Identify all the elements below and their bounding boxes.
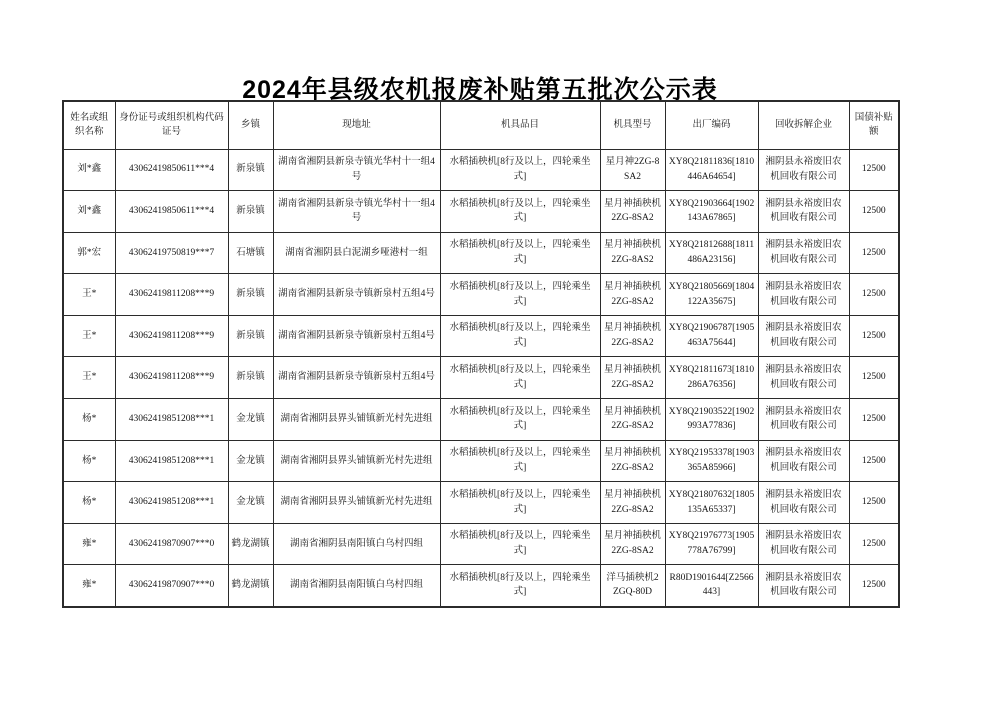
cell-recycler: 湘阴县永裕废旧农机回收有限公司 (758, 357, 849, 399)
cell-subsidy: 12500 (849, 315, 899, 357)
cell-factory_code: XY8Q21976773[1905778A76799] (665, 523, 758, 565)
table-row (63, 232, 899, 274)
cell-model: 星月神插秧机2ZG-8SA2 (600, 399, 665, 441)
column-header-name: 姓名或组织名称 (63, 101, 115, 149)
cell-address: 湖南省湘阴县新泉寺镇新泉村五组4号 (273, 315, 440, 357)
cell-subsidy: 12500 (849, 565, 899, 607)
table-row (63, 315, 899, 357)
cell-id: 43062419850611***4 (115, 149, 228, 191)
cell-id: 43062419811208***9 (115, 274, 228, 316)
cell-id: 43062419811208***9 (115, 315, 228, 357)
cell-recycler: 湘阴县永裕废旧农机回收有限公司 (758, 191, 849, 233)
cell-subsidy: 12500 (849, 191, 899, 233)
cell-name: 雍* (63, 523, 115, 565)
cell-model: 星月神插秧机2ZG-8SA2 (600, 523, 665, 565)
cell-id: 43062419851208***1 (115, 440, 228, 482)
cell-subsidy: 12500 (849, 482, 899, 524)
cell-model: 星月神插秧机2ZG-8SA2 (600, 274, 665, 316)
cell-subsidy: 12500 (849, 274, 899, 316)
cell-name: 王* (63, 315, 115, 357)
cell-subsidy: 12500 (849, 149, 899, 191)
cell-model: 星月神插秧机2ZG-8SA2 (600, 357, 665, 399)
cell-name: 王* (63, 274, 115, 316)
cell-factory_code: XY8Q21903522[1902993A77836] (665, 399, 758, 441)
cell-factory_code: XY8Q21906787[1905463A75644] (665, 315, 758, 357)
cell-township: 鹤龙湖镇 (228, 565, 273, 607)
cell-name: 王* (63, 357, 115, 399)
cell-subsidy: 12500 (849, 523, 899, 565)
cell-recycler: 湘阴县永裕废旧农机回收有限公司 (758, 565, 849, 607)
cell-model: 星月神2ZG-8SA2 (600, 149, 665, 191)
cell-category: 水稻插秧机[8行及以上，四轮乘坐式] (440, 399, 600, 441)
cell-subsidy: 12500 (849, 440, 899, 482)
cell-township: 石塘镇 (228, 232, 273, 274)
cell-address: 湖南省湘阴县新泉寺镇光华村十一组4号 (273, 191, 440, 233)
cell-model: 星月神插秧机2ZG-8SA2 (600, 191, 665, 233)
cell-factory_code: XY8Q21811673[1810286A76356] (665, 357, 758, 399)
cell-category: 水稻插秧机[8行及以上，四轮乘坐式] (440, 232, 600, 274)
cell-factory_code: XY8Q21805669[1804122A35675] (665, 274, 758, 316)
cell-address: 湖南省湘阴县南阳镇白乌村四组 (273, 523, 440, 565)
cell-township: 新泉镇 (228, 274, 273, 316)
cell-id: 43062419851208***1 (115, 399, 228, 441)
table-row (63, 149, 899, 191)
cell-id: 43062419870907***0 (115, 523, 228, 565)
cell-township: 新泉镇 (228, 191, 273, 233)
cell-recycler: 湘阴县永裕废旧农机回收有限公司 (758, 482, 849, 524)
column-header-subsidy: 国债补贴额 (849, 101, 899, 149)
cell-id: 43062419850611***4 (115, 191, 228, 233)
column-header-model: 机具型号 (600, 101, 665, 149)
cell-model: 星月神插秧机2ZG-8SA2 (600, 440, 665, 482)
table-row (63, 357, 899, 399)
table-row (63, 482, 899, 524)
cell-category: 水稻插秧机[8行及以上，四轮乘坐式] (440, 440, 600, 482)
cell-township: 新泉镇 (228, 315, 273, 357)
cell-recycler: 湘阴县永裕废旧农机回收有限公司 (758, 274, 849, 316)
cell-township: 金龙镇 (228, 440, 273, 482)
cell-category: 水稻插秧机[8行及以上，四轮乘坐式] (440, 274, 600, 316)
header-row (63, 101, 899, 149)
cell-factory_code: R80D1901644[Z2566443] (665, 565, 758, 607)
cell-name: 刘*鑫 (63, 149, 115, 191)
table-row (63, 191, 899, 233)
page-title: 2024年县级农机报废补贴第五批次公示表 (242, 76, 718, 104)
cell-id: 43062419811208***9 (115, 357, 228, 399)
cell-address: 湖南省湘阴县新泉寺镇光华村十一组4号 (273, 149, 440, 191)
cell-name: 雍* (63, 565, 115, 607)
cell-category: 水稻插秧机[8行及以上，四轮乘坐式] (440, 357, 600, 399)
cell-township: 金龙镇 (228, 399, 273, 441)
cell-address: 湖南省湘阴县南阳镇白乌村四组 (273, 565, 440, 607)
cell-model: 星月神插秧机2ZG-8SA2 (600, 482, 665, 524)
cell-model: 星月神插秧机2ZG-8AS2 (600, 232, 665, 274)
cell-township: 新泉镇 (228, 357, 273, 399)
cell-category: 水稻插秧机[8行及以上，四轮乘坐式] (440, 565, 600, 607)
table-row (63, 523, 899, 565)
cell-name: 郭*宏 (63, 232, 115, 274)
column-header-address: 现地址 (273, 101, 440, 149)
cell-factory_code: XY8Q21903664[1902143A67865] (665, 191, 758, 233)
cell-name: 刘*鑫 (63, 191, 115, 233)
cell-name: 杨* (63, 440, 115, 482)
cell-model: 洋马插秧机2ZGQ-80D (600, 565, 665, 607)
cell-recycler: 湘阴县永裕废旧农机回收有限公司 (758, 523, 849, 565)
cell-category: 水稻插秧机[8行及以上，四轮乘坐式] (440, 523, 600, 565)
table-row (63, 440, 899, 482)
cell-id: 43062419870907***0 (115, 565, 228, 607)
cell-id: 43062419750819***7 (115, 232, 228, 274)
cell-address: 湖南省湘阴县界头铺镇新光村先进组 (273, 440, 440, 482)
cell-address: 湖南省湘阴县界头铺镇新光村先进组 (273, 482, 440, 524)
cell-recycler: 湘阴县永裕废旧农机回收有限公司 (758, 232, 849, 274)
table-row (63, 274, 899, 316)
cell-category: 水稻插秧机[8行及以上，四轮乘坐式] (440, 315, 600, 357)
cell-recycler: 湘阴县永裕废旧农机回收有限公司 (758, 149, 849, 191)
cell-subsidy: 12500 (849, 357, 899, 399)
table-row (63, 565, 899, 607)
cell-factory_code: XY8Q21953378[1903365A85966] (665, 440, 758, 482)
cell-address: 湖南省湘阴县新泉寺镇新泉村五组4号 (273, 357, 440, 399)
cell-name: 杨* (63, 399, 115, 441)
cell-recycler: 湘阴县永裕废旧农机回收有限公司 (758, 315, 849, 357)
subsidy-public-notice-table (62, 100, 900, 608)
cell-category: 水稻插秧机[8行及以上，四轮乘坐式] (440, 191, 600, 233)
cell-recycler: 湘阴县永裕废旧农机回收有限公司 (758, 440, 849, 482)
column-header-factory_code: 出厂编码 (665, 101, 758, 149)
cell-address: 湖南省湘阴县白泥湖乡哑港村一组 (273, 232, 440, 274)
cell-recycler: 湘阴县永裕废旧农机回收有限公司 (758, 399, 849, 441)
cell-subsidy: 12500 (849, 232, 899, 274)
cell-category: 水稻插秧机[8行及以上，四轮乘坐式] (440, 149, 600, 191)
column-header-township: 乡镇 (228, 101, 273, 149)
cell-township: 鹤龙湖镇 (228, 523, 273, 565)
cell-township: 金龙镇 (228, 482, 273, 524)
cell-factory_code: XY8Q21811836[1810446A64654] (665, 149, 758, 191)
cell-id: 43062419851208***1 (115, 482, 228, 524)
cell-factory_code: XY8Q21807632[1805135A65337] (665, 482, 758, 524)
cell-address: 湖南省湘阴县界头铺镇新光村先进组 (273, 399, 440, 441)
cell-model: 星月神插秧机2ZG-8SA2 (600, 315, 665, 357)
cell-subsidy: 12500 (849, 399, 899, 441)
cell-name: 杨* (63, 482, 115, 524)
column-header-id: 身份证号或组织机构代码证号 (115, 101, 228, 149)
table-body (63, 149, 899, 607)
table-row (63, 399, 899, 441)
cell-factory_code: XY8Q21812688[1811486A23156] (665, 232, 758, 274)
cell-address: 湖南省湘阴县新泉寺镇新泉村五组4号 (273, 274, 440, 316)
column-header-category: 机具品目 (440, 101, 600, 149)
cell-category: 水稻插秧机[8行及以上，四轮乘坐式] (440, 482, 600, 524)
column-header-recycler: 回收拆解企业 (758, 101, 849, 149)
cell-township: 新泉镇 (228, 149, 273, 191)
